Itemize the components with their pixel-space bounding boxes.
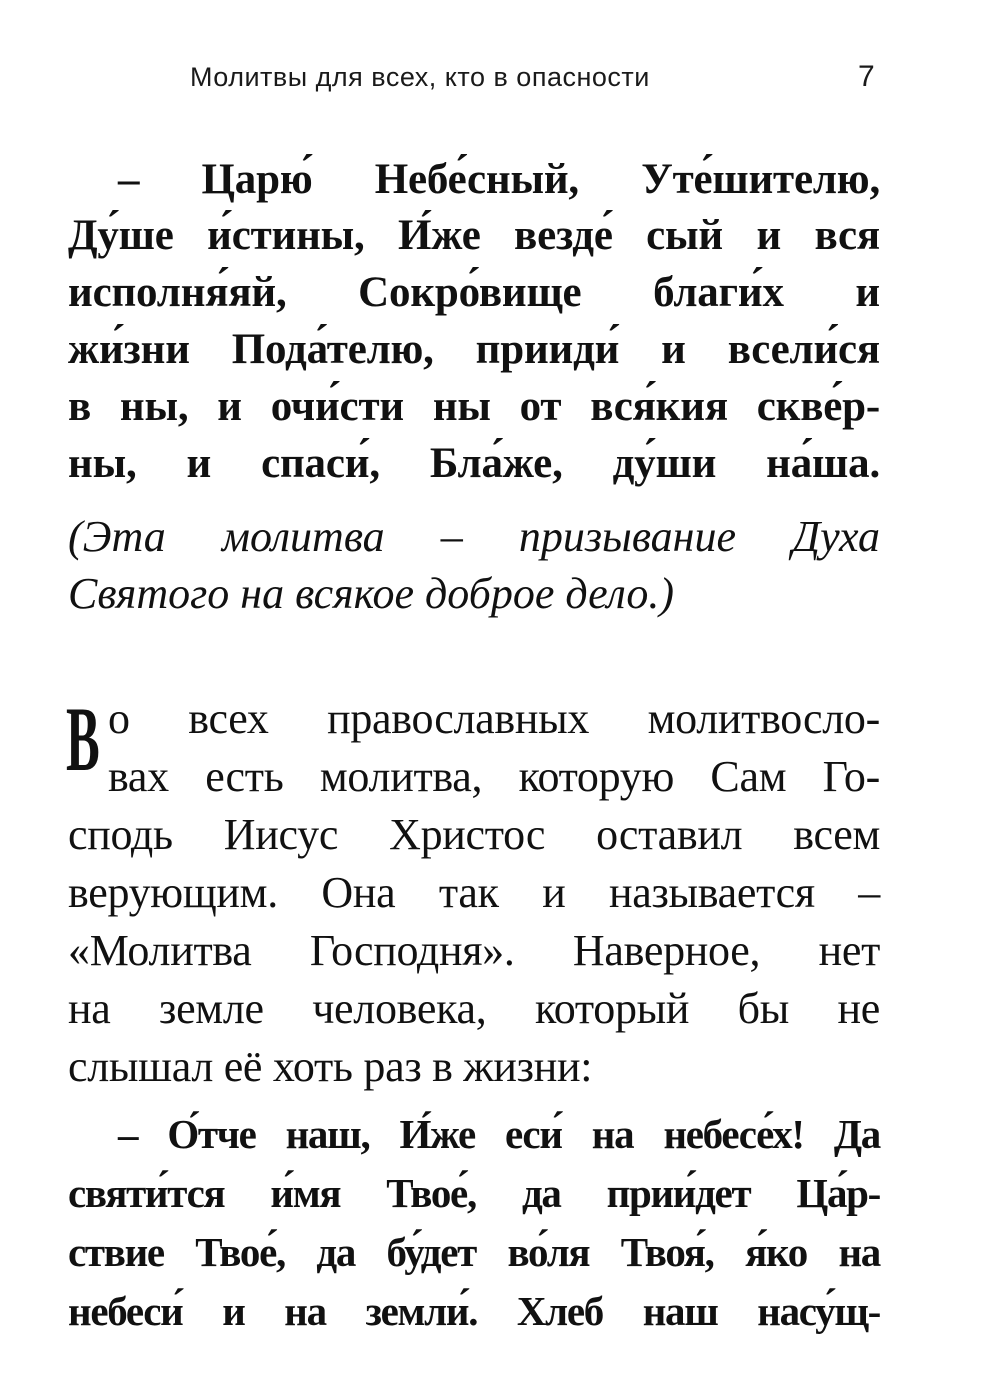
commentary-line-1: (Эта молитва – призывание Духа [68, 512, 880, 561]
prayer-holy-spirit-line-5: в ны, и очи́сти ны от вся́кия скве́р- [68, 383, 880, 430]
paragraph-line-6: на земле человека, который бы не [68, 984, 880, 1033]
paragraph-line-2: вах есть молитва, которую Сам Го- [108, 752, 880, 801]
prayer-holy-spirit-line-6: ны, и спаси́, Бла́же, ду́ши на́ша. [68, 440, 880, 487]
drop-cap: В [66, 688, 100, 790]
paragraph-line-3: сподь Иисус Христос оставил всем [68, 810, 880, 859]
lords-prayer-line-1: – О́тче наш, И́же еси́ на небесе́х! Да [118, 1111, 880, 1157]
running-head: Молитвы для всех, кто в опасности [190, 62, 650, 92]
prayer-holy-spirit-line-1: – Царю́ Небе́сный, Уте́шителю, [118, 156, 880, 203]
paragraph-line-5: «Молитва Господня». Наверное, нет [68, 926, 880, 975]
paragraph-line-4: верующим. Она так и называется – [68, 868, 880, 917]
prayer-holy-spirit-line-4: жи́зни Пода́телю, прииди́ и всели́ся [68, 326, 880, 373]
commentary-line-2: Святого на всякое доброе дело.) [68, 569, 674, 618]
lords-prayer-line-3: ствие Твое́, да бу́дет во́ля Твоя́, я́ко на [68, 1229, 880, 1275]
prayer-holy-spirit-line-3: исполня́яй, Сокро́вище благи́х и [68, 269, 880, 316]
paragraph-line-1: о всех православных молитвосло- [108, 694, 880, 743]
prayer-holy-spirit-line-2: Ду́ше и́стины, И́же везде́ сый и вся [68, 212, 880, 259]
lords-prayer-line-2: святи́тся и́мя Твое́, да прии́дет Ца́р- [68, 1170, 880, 1216]
paragraph-line-7: слышал её хоть раз в жизни: [68, 1042, 593, 1091]
page-number: 7 [858, 60, 875, 93]
lords-prayer-line-4: небеси́ и на земли́. Хлеб наш насу́щ- [68, 1288, 880, 1334]
